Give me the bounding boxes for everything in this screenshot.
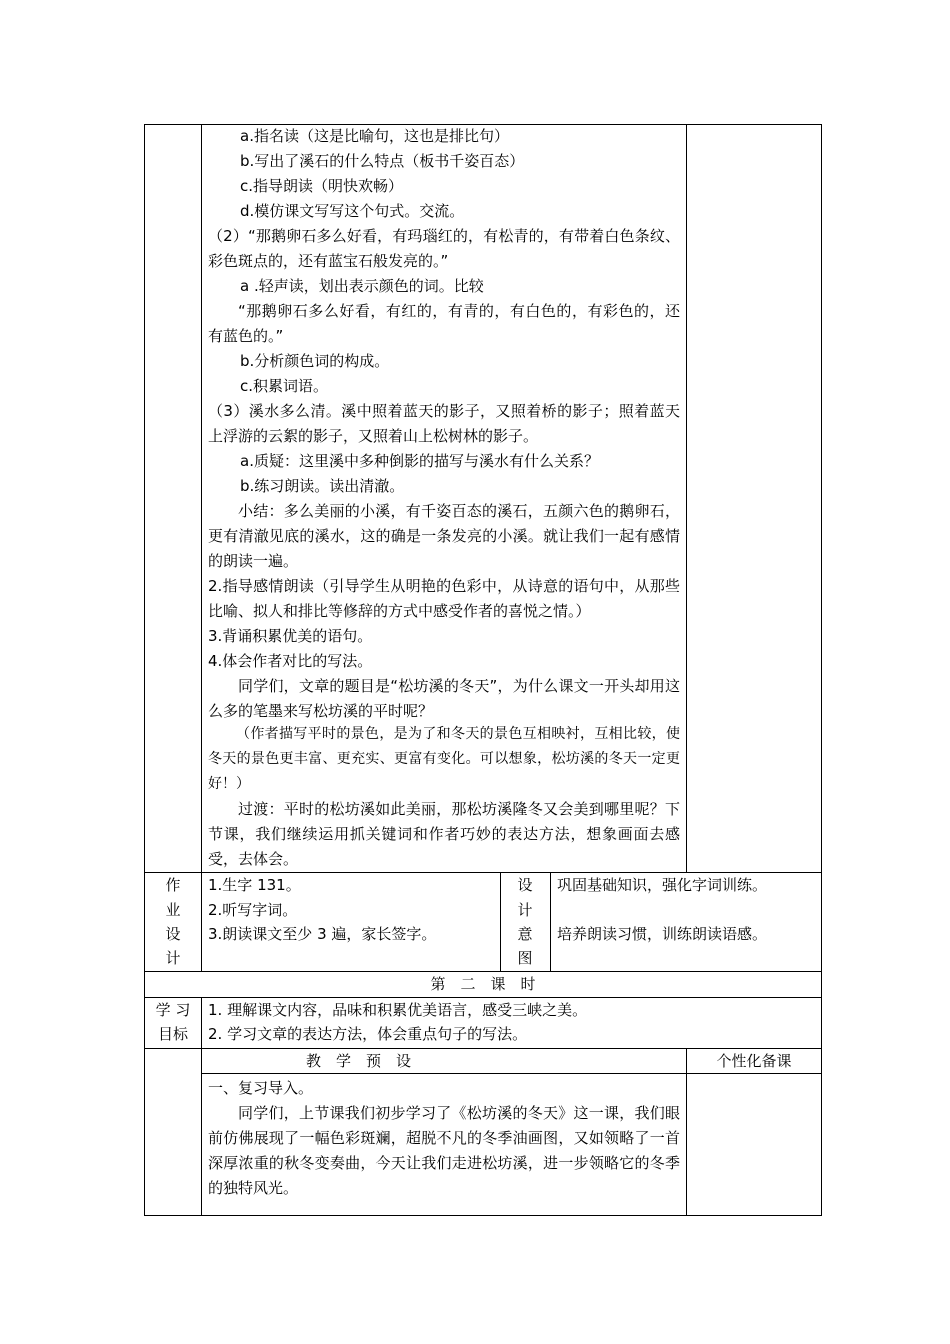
- homework-label-char: 计: [165, 949, 181, 967]
- comparison-sentence: “那鹅卵石多么好看，有红的，有青的，有白色的，有彩色的，还有蓝色的。”: [208, 302, 680, 345]
- objective-item: 2. 学习文章的表达方法，体会重点句子的写法。: [208, 1025, 528, 1043]
- intent-text: 培养朗读习惯，训练朗读语感。: [557, 925, 768, 943]
- summary-paragraph: 小结：多么美丽的小溪，有千姿百态的溪石，五颜六色的鹅卵石，更有清澈见底的溪水，这的确是一条发亮的小溪。就让我们一起有感情的朗读一遍。: [208, 502, 680, 570]
- transition-paragraph: 过渡：平时的松坊溪如此美丽，那松坊溪隆冬又会美到哪里呢？下节课，我们继续运用抓关键词和作者巧妙的表达方法，想象画面去感受，去体会。: [208, 800, 680, 868]
- column-divider: [686, 124, 687, 872]
- teaching-step: 3.背诵积累优美的语句。: [208, 627, 373, 645]
- teaching-step: a .轻声读，划出表示颜色的词。比较: [240, 277, 484, 295]
- plan-header: 教 学 预 设: [305, 1052, 411, 1070]
- homework-label-char: 作: [165, 876, 181, 894]
- review-title: 一、复习导入。: [208, 1079, 314, 1097]
- intent-text: 巩固基础知识，强化字词训练。: [557, 876, 768, 894]
- homework-item: 1.生字 131。: [208, 876, 301, 894]
- personal-header: 个性化备课: [716, 1052, 792, 1070]
- review-paragraph: 同学们，上节课我们初步学习了《松坊溪的冬天》这一课，我们眼前仿佛展现了一幅色彩斑斓，超脱不凡的冬季油画图，又如领略了一首深厚浓重的秋冬变奏曲，今天让我们走进松坊溪，进一步领略它的冬季的独特风光。: [208, 1104, 680, 1197]
- water-sentence: （3）溪水多么清。溪中照着蓝天的影子，又照着桥的影子；照着蓝天上浮游的云絮的影子，又照着山上松树林的影子。: [208, 402, 680, 445]
- teaching-step: b.分析颜色词的构成。: [240, 352, 390, 370]
- intent-label-char: 计: [517, 901, 533, 919]
- teaching-step: a.质疑：这里溪中多种倒影的描写与溪水有什么关系？: [240, 452, 599, 470]
- teaching-step: 4.体会作者对比的写法。: [208, 652, 373, 670]
- title-question: 同学们，文章的题目是“松坊溪的冬天”，为什么课文一开头却用这么多的笔墨来写松坊溪的平时呢？: [208, 677, 680, 720]
- pebble-sentence: （2）“那鹅卵石多么好看，有玛瑙红的，有松青的，有带着白色条纹、彩色斑点的，还有蓝宝石般发亮的。”: [208, 227, 680, 270]
- teaching-step: c.积累词语。: [240, 377, 329, 395]
- column-divider: [201, 124, 202, 872]
- homework-item: 2.听写字词。: [208, 901, 298, 919]
- intent-label-char: 设: [517, 876, 533, 894]
- homework-label-char: 业: [165, 901, 181, 919]
- objectives-label: 目标: [157, 1025, 188, 1043]
- teaching-step: c.指导朗读（明快欢畅）: [240, 177, 404, 195]
- objective-item: 1. 理解课文内容，品味和积累优美语言，感受三峡之美。: [208, 1001, 588, 1019]
- teaching-step: b.练习朗读。读出清澈。: [240, 477, 405, 495]
- lesson-two-header: 第 二 课 时: [430, 975, 536, 993]
- objectives-label: 学 习: [155, 1001, 191, 1019]
- intent-label-char: 图: [517, 949, 533, 967]
- column-divider: [201, 872, 202, 971]
- guided-reading: 2.指导感情朗读（引导学生从明艳的色彩中，从诗意的语句中，从那些比喻、拟人和排比等修辞的方式中感受作者的喜悦之情。）: [208, 577, 680, 620]
- teaching-step: a.指名读（这是比喻句，这也是排比句）: [240, 127, 509, 145]
- author-note: （作者描写平时的景色，是为了和冬天的景色互相映衬，互相比较，使冬天的景色更丰富、更充实、更富有变化。可以想象，松坊溪的冬天一定更好！）: [208, 726, 680, 792]
- homework-label-char: 设: [165, 925, 181, 943]
- column-divider: [201, 997, 202, 1216]
- teaching-step: d.模仿课文写写这个句式。交流。: [240, 202, 465, 220]
- homework-item: 3.朗读课文至少 3 遍，家长签字。: [208, 925, 437, 943]
- intent-label-char: 意: [517, 925, 533, 943]
- teaching-step: b.写出了溪石的什么特点（板书千姿百态）: [240, 152, 525, 170]
